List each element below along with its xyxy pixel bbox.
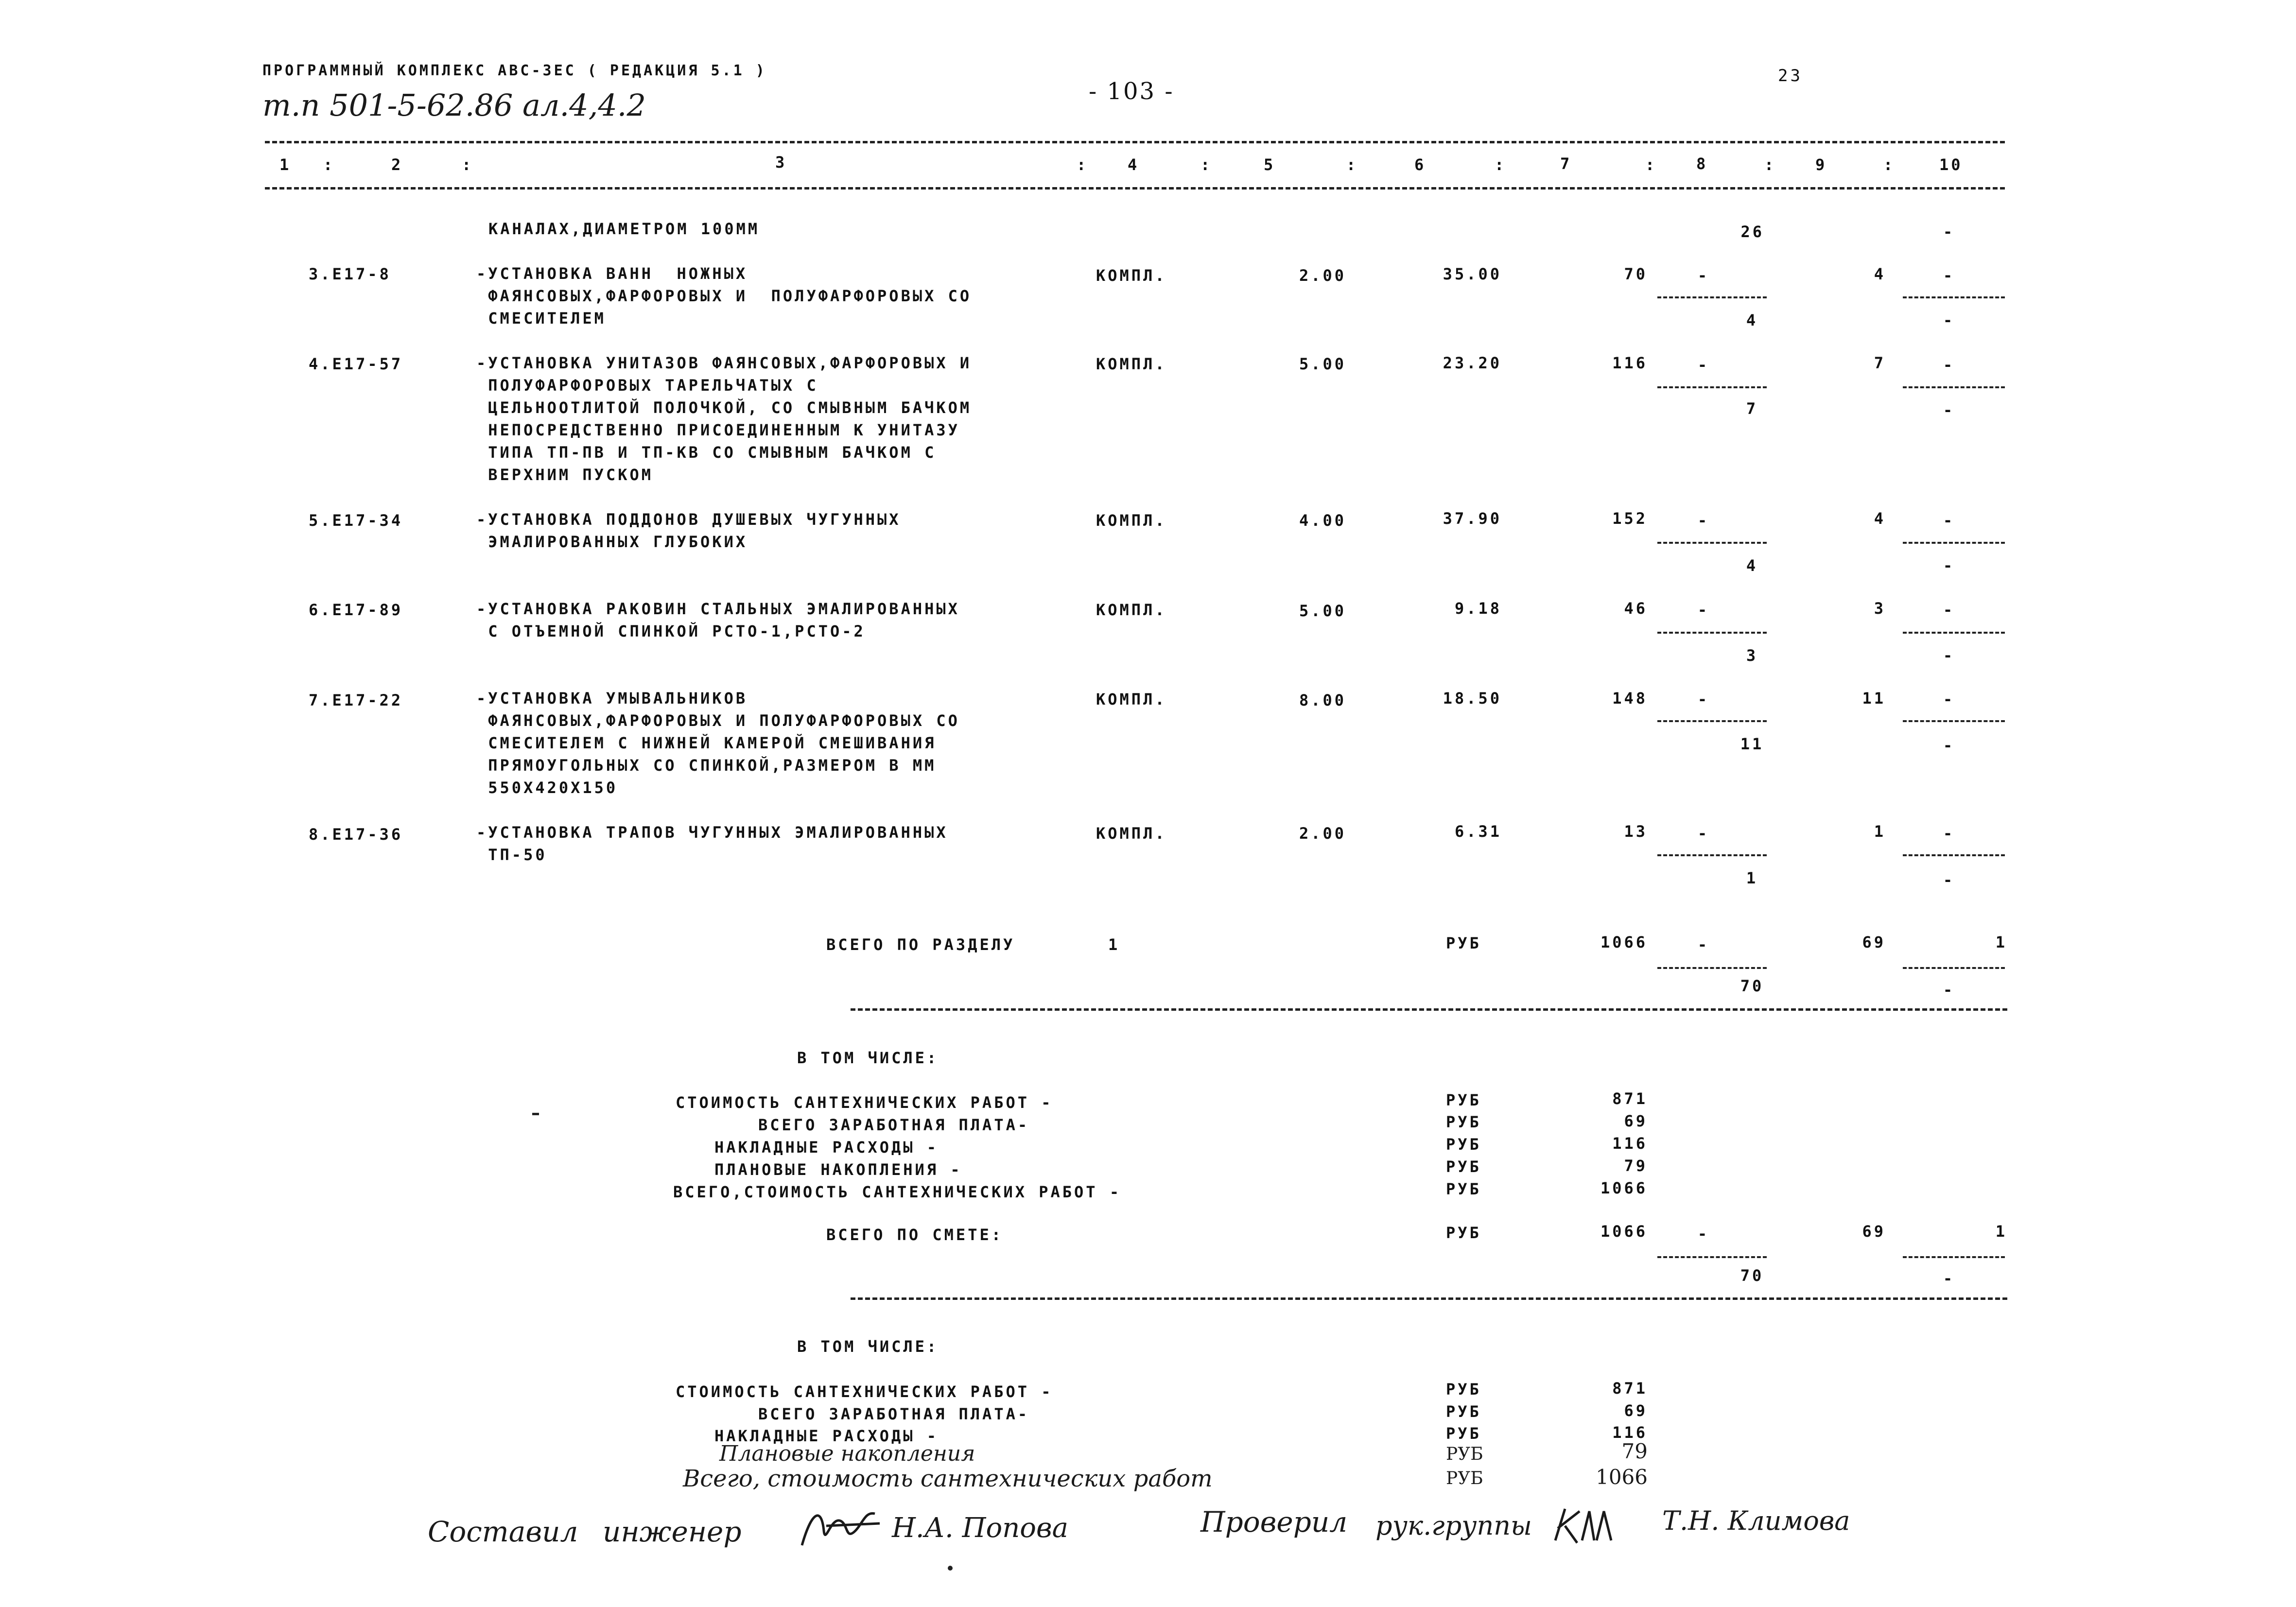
- row-description: -УСТАНОВКА УНИТАЗОВ ФАЯНСОВЫХ,ФАРФОРОВЫХ И ПОЛУФАРФОРОВЫХ ТАРЕЛЬЧАТЫХ С ЦЕЛЬНООТЛИТОЙ ПОЛОЧКОЙ, СО СМЫВНЫМ БАЧКОМ НЕПОСРЕДСТВЕННО ПРИСОЕДИНЕННЫМ К УНИТАЗУ ТИПА ТП-ПВ И ТП-КВ СО СМЫВНЫМ БАЧКОМ С ВЕРХНИМ ПУСКОМ: [476, 354, 972, 484]
- section-total-col8-bottom: 70: [1740, 977, 1764, 995]
- breakdown-line-value: 116: [1612, 1423, 1648, 1442]
- breakdown-line-unit: РУБ: [1446, 1091, 1481, 1109]
- col-header-1: 1: [279, 156, 292, 174]
- breakdown-line-label: ВСЕГО ЗАРАБОТНАЯ ПЛАТА-: [758, 1116, 1030, 1134]
- col-header-8: 8: [1696, 155, 1708, 173]
- row-col8-top: -: [1697, 601, 1710, 619]
- row-unit: КОМПЛ.: [1096, 824, 1167, 843]
- row-col8-top: -: [1697, 266, 1710, 285]
- col-header-3: 3: [775, 153, 787, 172]
- row-qty: 5.00: [1299, 355, 1346, 373]
- stray-mark: [948, 1566, 953, 1571]
- row-col9: 4: [1874, 265, 1886, 283]
- breakdown-heading: В ТОМ ЧИСЛЕ:: [797, 1049, 939, 1067]
- col-sep: :: [1645, 156, 1657, 174]
- col-header-5: 5: [1264, 156, 1276, 174]
- breakdown-line-unit: РУБ: [1446, 1402, 1481, 1421]
- row-col8-bottom: 11: [1740, 735, 1764, 753]
- breakdown-heading: В ТОМ ЧИСЛЕ:: [797, 1337, 939, 1356]
- row-col10-divider: [1903, 542, 2005, 544]
- row-col8-top: -: [1697, 511, 1710, 530]
- col-sep: :: [1346, 156, 1358, 174]
- breakdown-line-value: 69: [1624, 1112, 1648, 1130]
- handwritten-line-label: Всего, стоимость сантехнических работ: [683, 1465, 1213, 1492]
- row-price: 35.00: [1443, 265, 1502, 283]
- row-col8-bottom: 1: [1746, 869, 1758, 887]
- row-qty: 4.00: [1299, 511, 1346, 530]
- row-col9: 4: [1874, 509, 1886, 528]
- row-col8-top: -: [1697, 824, 1710, 843]
- row-code: 5.Е17-34: [309, 511, 403, 530]
- row-col8-divider: [1657, 296, 1767, 298]
- col-sep: :: [1200, 156, 1213, 174]
- checked-role: рук.группы: [1375, 1510, 1532, 1541]
- section-total-label: ВСЕГО ПО РАЗДЕЛУ: [826, 935, 1015, 954]
- section-total-col10-divider: [1903, 967, 2005, 969]
- col-header-7: 7: [1560, 155, 1572, 173]
- row-col10-divider: [1903, 386, 2005, 388]
- row-unit: КОМПЛ.: [1096, 601, 1167, 619]
- row-col9: 1: [1874, 822, 1886, 841]
- breakdown-line-value: 79: [1624, 1157, 1648, 1175]
- checked-label: Проверил: [1200, 1505, 1348, 1538]
- continuation-description: КАНАЛАХ,ДИАМЕТРОМ 100ММ: [488, 220, 760, 238]
- section-total-unit: РУБ: [1446, 934, 1481, 952]
- row-col10-bottom: -: [1943, 736, 1955, 755]
- row-col10-top: -: [1943, 511, 1955, 530]
- breakdown-line-label: ПЛАНОВЫЕ НАКОПЛЕНИЯ -: [714, 1160, 962, 1179]
- row-description: -УСТАНОВКА ТРАПОВ ЧУГУННЫХ ЭМАЛИРОВАННЫХ ТП-50: [476, 823, 948, 864]
- row-price: 18.50: [1443, 689, 1502, 708]
- col-header-10: 10: [1939, 156, 1963, 174]
- row-col10-divider: [1903, 296, 2005, 298]
- row-total: 148: [1612, 689, 1648, 708]
- col-sep: :: [323, 156, 335, 174]
- row-code: 6.Е17-89: [309, 601, 403, 619]
- row-description: -УСТАНОВКА УМЫВАЛЬНИКОВ ФАЯНСОВЫХ,ФАРФОРОВЫХ И ПОЛУФАРФОРОВЫХ СО СМЕСИТЕЛЕМ С НИЖНЕЙ КАМЕРОЙ СМЕШИВАНИЯ ПРЯМОУГОЛЬНЫХ СО СПИНКОЙ,РАЗМЕРОМ В ММ 550Х420Х150: [476, 689, 960, 797]
- row-code: 7.Е17-22: [309, 691, 403, 709]
- row-price: 37.90: [1443, 509, 1502, 528]
- row-price: 9.18: [1454, 599, 1502, 618]
- row-col9: 11: [1862, 689, 1886, 708]
- col-header-2: 2: [391, 156, 403, 174]
- row-col9: 3: [1874, 599, 1886, 618]
- row-qty: 2.00: [1299, 824, 1346, 843]
- row-qty: 5.00: [1299, 602, 1346, 620]
- breakdown-line-label: СТОИМОСТЬ САНТЕХНИЧЕСКИХ РАБОТ -: [676, 1093, 1053, 1112]
- row-code: 8.Е17-36: [309, 825, 403, 844]
- row-total: 13: [1624, 822, 1648, 841]
- breakdown-line-unit: РУБ: [1446, 1380, 1481, 1399]
- estimate-total-col9: 69: [1862, 1222, 1886, 1241]
- row-col8-bottom: 4: [1746, 556, 1758, 575]
- row-total: 116: [1612, 354, 1648, 372]
- breakdown-line-unit: РУБ: [1446, 1424, 1481, 1443]
- stray-mark: [532, 1113, 539, 1115]
- row-col8-divider: [1657, 632, 1767, 634]
- row-col8-divider: [1657, 720, 1767, 722]
- row-col10-bottom: -: [1943, 646, 1955, 665]
- row-price: 6.31: [1454, 822, 1502, 841]
- breakdown-line-value: 116: [1612, 1134, 1648, 1153]
- checker-signature-icon: [1550, 1502, 1618, 1550]
- estimate-total-col10-bottom: -: [1943, 1269, 1955, 1288]
- continuation-col10: -: [1943, 223, 1955, 241]
- row-col8-top: -: [1697, 356, 1710, 374]
- col-header-6: 6: [1414, 156, 1426, 174]
- row-col10-divider: [1903, 720, 2005, 722]
- col-sep: :: [1883, 156, 1896, 174]
- row-col10-bottom: -: [1943, 871, 1955, 889]
- compiled-role: инженер: [603, 1515, 742, 1548]
- estimate-total-rule: [851, 1297, 2007, 1300]
- row-price: 23.20: [1443, 354, 1502, 372]
- row-col10-top: -: [1943, 601, 1955, 619]
- compiler-signature-icon: [797, 1502, 885, 1555]
- row-description: -УСТАНОВКА РАКОВИН СТАЛЬНЫХ ЭМАЛИРОВАННЫХ С ОТЪЕМНОЙ СПИНКОЙ РСТО-1,РСТО-2: [476, 600, 960, 640]
- row-description: -УСТАНОВКА ВАНН НОЖНЫХ ФАЯНСОВЫХ,ФАРФОРОВЫХ И ПОЛУФАРФОРОВЫХ СО СМЕСИТЕЛЕМ: [476, 264, 972, 328]
- row-code: 4.Е17-57: [309, 355, 403, 373]
- row-col8-divider: [1657, 854, 1767, 856]
- row-col9: 7: [1874, 354, 1886, 372]
- breakdown-line-value: 871: [1612, 1379, 1648, 1398]
- row-col10-bottom: -: [1943, 401, 1955, 419]
- estimate-total-sum: 1066: [1600, 1222, 1648, 1241]
- row-col10-bottom: -: [1943, 311, 1955, 329]
- row-col8-bottom: 3: [1746, 646, 1758, 665]
- row-qty: 8.00: [1299, 691, 1346, 709]
- section-total-col9: 69: [1862, 933, 1886, 951]
- estimate-total-col10-divider: [1903, 1256, 2005, 1258]
- estimate-total-col10-top: 1: [1995, 1222, 2007, 1241]
- breakdown-line-label: ВСЕГО,СТОИМОСТЬ САНТЕХНИЧЕСКИХ РАБОТ -: [673, 1183, 1122, 1201]
- row-unit: КОМПЛ.: [1096, 690, 1167, 708]
- row-col10-top: -: [1943, 824, 1955, 843]
- continuation-col8: 26: [1740, 223, 1764, 241]
- estimate-total-col8-top: -: [1697, 1225, 1710, 1243]
- handwritten-line-value: 79: [1621, 1439, 1648, 1463]
- section-total-col4: 1: [1108, 935, 1120, 954]
- breakdown-line-unit: РУБ: [1446, 1158, 1481, 1176]
- col-sep: :: [1495, 156, 1507, 174]
- row-col8-bottom: 4: [1746, 311, 1758, 329]
- section-total-col8-top: -: [1697, 935, 1710, 954]
- row-total: 152: [1612, 509, 1648, 528]
- col-sep: :: [462, 156, 474, 174]
- page-number: - 103 -: [1089, 78, 1174, 105]
- row-total: 46: [1624, 599, 1648, 618]
- col-header-9: 9: [1815, 156, 1827, 174]
- breakdown-line-label: НАКЛАДНЫЕ РАСХОДЫ -: [714, 1138, 939, 1157]
- compiled-label: Составил: [428, 1515, 578, 1548]
- handwritten-line-value: 1066: [1596, 1465, 1648, 1489]
- breakdown-line-unit: РУБ: [1446, 1135, 1481, 1154]
- estimate-total-unit: РУБ: [1446, 1224, 1481, 1242]
- section-total-col10-bottom: -: [1943, 981, 1955, 999]
- col-sep: :: [1077, 156, 1089, 174]
- handwritten-line-unit: РУБ: [1446, 1444, 1483, 1464]
- program-title: ПРОГРАММНЫЙ КОМПЛЕКС АВС-ЗЕС ( РЕДАКЦИЯ 5.1 ): [262, 62, 767, 79]
- breakdown-line-label: НАКЛАДНЫЕ РАСХОДЫ -: [714, 1427, 939, 1445]
- col-sep: :: [1764, 156, 1776, 174]
- header-rule-bottom: [265, 187, 2005, 190]
- row-code: 3.Е17-8: [309, 265, 391, 283]
- row-description: -УСТАНОВКА ПОДДОНОВ ДУШЕВЫХ ЧУГУННЫХ ЭМАЛИРОВАННЫХ ГЛУБОКИХ: [476, 510, 901, 551]
- compiled-name: Н.А. Попова: [892, 1512, 1068, 1544]
- row-col10-top: -: [1943, 690, 1955, 708]
- handwritten-line-label: Плановые накопления: [719, 1441, 975, 1466]
- sheet-number: 23: [1778, 66, 1803, 86]
- section-total-col10-top: 1: [1995, 933, 2007, 951]
- breakdown-line-label: СТОИМОСТЬ САНТЕХНИЧЕСКИХ РАБОТ -: [676, 1382, 1053, 1401]
- row-unit: КОМПЛ.: [1096, 266, 1167, 285]
- row-col10-top: -: [1943, 356, 1955, 374]
- breakdown-line-value: 1066: [1600, 1179, 1648, 1197]
- breakdown-line-label: ВСЕГО ЗАРАБОТНАЯ ПЛАТА-: [758, 1405, 1030, 1423]
- breakdown-line-unit: РУБ: [1446, 1113, 1481, 1131]
- estimate-total-col8-divider: [1657, 1256, 1767, 1258]
- checked-name: Т.Н. Климова: [1662, 1505, 1850, 1536]
- row-unit: КОМПЛ.: [1096, 511, 1167, 530]
- handwritten-project-ref: т.п 501-5-62.86 ал.4,4.2: [262, 87, 646, 123]
- handwritten-line-unit: РУБ: [1446, 1469, 1483, 1488]
- row-col10-bottom: -: [1943, 556, 1955, 575]
- row-col8-divider: [1657, 542, 1767, 544]
- header-rule-top: [265, 141, 2005, 143]
- row-col10-divider: [1903, 632, 2005, 634]
- row-col8-top: -: [1697, 690, 1710, 708]
- section-total-sum: 1066: [1600, 933, 1648, 951]
- col-header-4: 4: [1128, 156, 1140, 174]
- estimate-total-label: ВСЕГО ПО СМЕТЕ:: [826, 1226, 1003, 1244]
- section-total-col8-divider: [1657, 967, 1767, 969]
- section-total-rule: [851, 1008, 2007, 1011]
- breakdown-line-value: 871: [1612, 1089, 1648, 1108]
- estimate-total-col8-bottom: 70: [1740, 1266, 1764, 1285]
- row-col10-divider: [1903, 854, 2005, 856]
- row-total: 70: [1624, 265, 1648, 283]
- row-col8-bottom: 7: [1746, 399, 1758, 418]
- breakdown-line-value: 69: [1624, 1401, 1648, 1420]
- row-unit: КОМПЛ.: [1096, 355, 1167, 373]
- row-qty: 2.00: [1299, 266, 1346, 285]
- row-col10-top: -: [1943, 266, 1955, 285]
- row-col8-divider: [1657, 386, 1767, 388]
- breakdown-line-unit: РУБ: [1446, 1180, 1481, 1198]
